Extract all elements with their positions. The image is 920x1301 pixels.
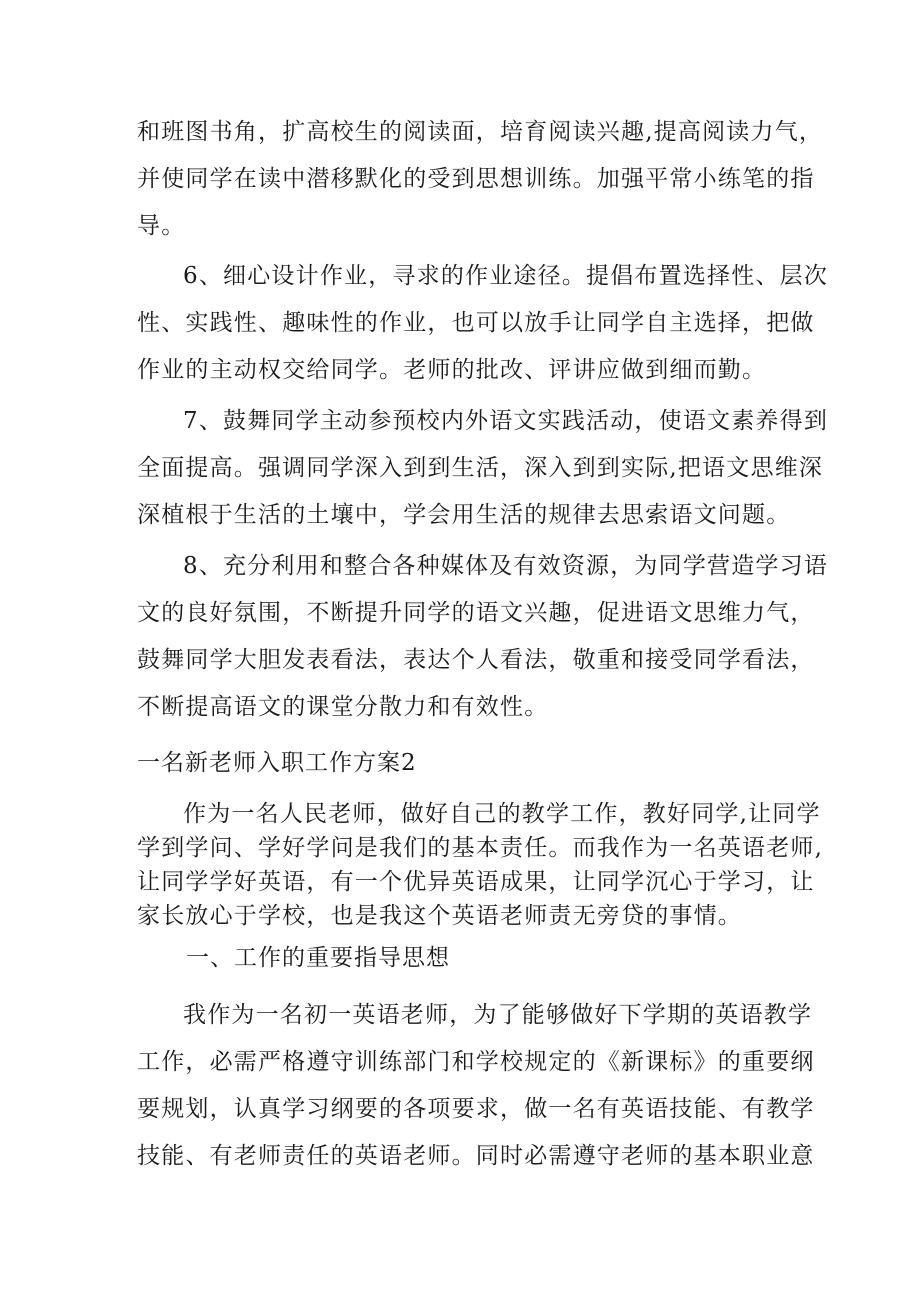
text-line: 要规划，认真学习纲要的各项要求，做一名有英语技能、有教学 [137,1096,815,1122]
text-line: 学到学问、学好学问是我们的基本责任。而我作为一名英语老师, [137,835,824,861]
section-title: 一名新老师入职工作方案2 [137,750,417,776]
subheading-guiding-thought: 一、工作的重要指导思想 [186,945,450,971]
text-line: 工作，必需严格遵守训练部门和学校规定的《新课标》的重要纲 [137,1049,815,1075]
text-line: 7、鼓舞同学主动参预校内外语文实践活动，使语文素养得到 [183,408,829,434]
text-line: 深植根于生活的土壤中，学会用生活的规律去思索语文问题。 [137,502,791,528]
paragraph-item-6 [137,253,829,394]
paragraph-item-7 [137,398,829,539]
text-line: 作为一名人民老师，做好自己的教学工作，教好同学,让同学 [183,801,821,827]
text-line: 全面提高。强调同学深入到到生活，深入到到实际,把语文思维深 [137,455,824,481]
text-line: 技能、有老师责任的英语老师。同时必需遵守老师的基本职业意 [137,1143,815,1169]
text-line: 作业的主动权交给同学。老师的批改、评讲应做到细而勤。 [137,357,767,383]
text-line: 不断提高语文的课堂分散力和有效性。 [137,694,549,720]
paragraph-guiding-thought [137,992,815,1180]
text-line: 和班图书角，扩高校生的阅读面，培育阅读兴趣,提高阅读力气， [137,119,824,145]
text-line: 家长放心于学校，也是我这个英语老师责无旁贷的事情。 [137,903,742,929]
paragraph-reading-continued [137,109,824,250]
text-line: 并使同学在读中潜移默化的受到思想训练。加强平常小练笔的指 [137,166,815,192]
text-line: 我作为一名初一英语老师，为了能够做好下学期的英语教学 [183,1002,813,1028]
text-line: 鼓舞同学大胆发表看法，表达个人看法，敬重和接受同学看法， [137,647,815,673]
paragraph-item-8 [137,543,829,731]
paragraph-intro-2 [137,797,824,933]
text-line: 8、充分利用和整合各种媒体及有效资源，为同学营造学习语 [183,553,829,579]
text-line: 让同学学好英语，有一个优异英语成果，让同学沉心于学习，让 [137,869,815,895]
text-line: 6、细心设计作业，寻求的作业途径。提倡布置选择性、层次 [183,263,829,289]
text-line: 文的良好氛围，不断提升同学的语文兴趣，促进语文思维力气， [137,600,815,626]
text-line: 性、实践性、趣味性的作业，也可以放手让同学自主选择，把做 [137,310,815,336]
text-line: 导。 [137,213,186,239]
